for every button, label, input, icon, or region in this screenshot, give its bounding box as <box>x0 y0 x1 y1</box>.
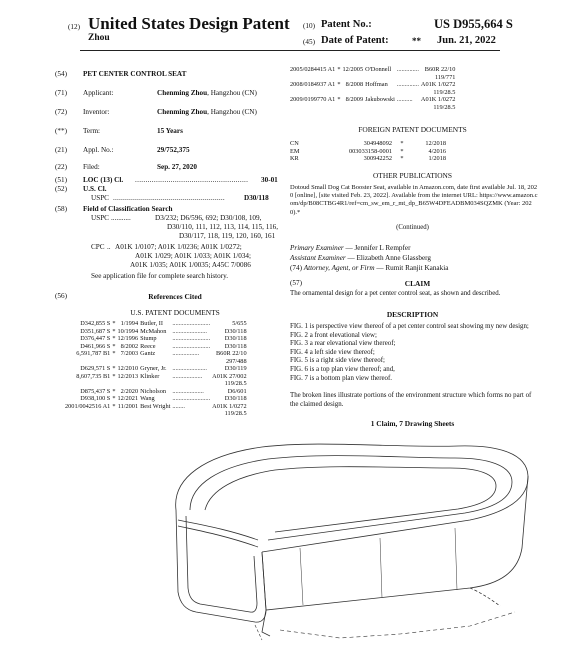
ref-name: Gryner, Jr. <box>140 365 167 372</box>
ref-number: 2009/0199770 A1 <box>290 96 336 103</box>
figure-label: FIG. 7 <box>290 374 308 382</box>
kind-code-45: (45) <box>303 38 315 46</box>
see-application-note: See application file for complete search history. <box>91 272 229 280</box>
ref-star: * <box>337 81 341 88</box>
description-title: DESCRIPTION <box>386 310 439 319</box>
ref-name: Gantz <box>140 350 156 357</box>
patent-date: Jun. 21, 2022 <box>437 35 496 46</box>
ref-name: Klinker <box>140 372 160 380</box>
ref-class-secondary: 119/28.5 <box>224 380 247 387</box>
ref-name: Stump <box>140 335 157 342</box>
ref-star: * <box>400 147 404 155</box>
ref-date: 8/2002 <box>120 342 139 350</box>
kind-code-12: (12) <box>68 23 80 31</box>
ref-class: A01K 1/0272 <box>420 96 456 103</box>
kind-code-10: (10) <box>303 22 315 30</box>
ref-dots: ........................ <box>172 342 211 350</box>
ref-name: McMahon <box>140 327 167 335</box>
figure-text: is a right side view thereof; <box>308 357 385 365</box>
ref-date: 7/2003 <box>120 350 139 357</box>
ref-date: 8/2009 <box>345 96 364 103</box>
ref-class-secondary: 297/488 <box>225 357 247 365</box>
primary-examiner: Primary Examiner — Jennifer L Rempfer <box>290 244 411 252</box>
ref-number: 8,607,735 B1 <box>76 372 111 380</box>
document-title: United States Design Patent <box>88 14 290 33</box>
patent-number: US D955,664 S <box>434 17 513 31</box>
broken-lines-note: The broken lines illustrate portions of the environment structure which forms no part of the claimed design. <box>290 392 532 408</box>
assistant-examiner: Assistant Examiner — Elizabeth Anne Glassberg <box>290 254 432 262</box>
ref-date: 12/2013 <box>117 372 139 380</box>
us-patent-documents-title: U.S. PATENT DOCUMENTS <box>130 308 220 317</box>
ref-date: 1/1994 <box>120 320 139 327</box>
references-cited-title: References Cited <box>148 292 202 301</box>
ref-star: * <box>112 342 116 350</box>
ref-name: Nicholson <box>140 387 166 395</box>
figure-label: FIG. 4 <box>290 348 308 356</box>
ref-class: A01K 1/0272 <box>420 81 456 88</box>
ref-number: 6,591,787 B1 <box>76 350 111 357</box>
foreign-number: 003033158-0001 <box>348 147 392 155</box>
figure-text: is perspective view thereof of a pet center control seat showing my new design; <box>308 323 529 330</box>
ref-dots: ................. <box>172 350 200 357</box>
ref-star: * <box>112 350 116 357</box>
ref-name: Best Wright <box>140 402 171 410</box>
ref-dots: ........ <box>172 402 185 410</box>
ref-star: * <box>112 320 116 327</box>
ref-date: 12/1996 <box>117 335 139 342</box>
ref-dots: ........................ <box>172 320 211 327</box>
ref-dots: ........................ <box>172 335 211 342</box>
figure-text: a front elevational view; <box>308 331 377 339</box>
ref-number: 2005/0284415 A1 <box>290 66 336 73</box>
ref-class-secondary: 119/28.5 <box>433 103 456 111</box>
claim-code: (57) <box>290 279 302 287</box>
ref-date: 2/2020 <box>120 387 139 395</box>
figure-text: is a top plan view thereof; and, <box>308 365 395 373</box>
ref-star: * <box>112 372 116 380</box>
ref-date: 1/2018 <box>428 155 446 162</box>
ref-date: 12/2005 <box>342 66 364 73</box>
ref-date: 12/2010 <box>117 365 139 372</box>
ref-name: Wang <box>140 395 155 402</box>
ref-dots: .................... <box>172 387 204 395</box>
ref-name: Jakubowski <box>365 96 395 103</box>
figure-text: a rear elevational view thereof; <box>308 340 396 348</box>
country-code: CN <box>290 140 299 147</box>
ref-name: Hoffman <box>365 81 388 88</box>
ref-number: D938,100 S <box>80 395 111 402</box>
ref-number: 2001/0042516 A1 <box>65 402 111 410</box>
figure-text: is a bottom plan view thereof. <box>308 374 393 382</box>
continued-note: (Continued) <box>396 224 429 231</box>
country-code: KR <box>290 155 299 162</box>
ref-class: B60R 22/10 <box>215 350 247 357</box>
ref-star: * <box>337 96 341 103</box>
ref-name: Butler, II <box>140 320 163 327</box>
ref-star: * <box>112 335 116 342</box>
ref-date: 12/2018 <box>425 140 446 147</box>
ref-name: O'Donnell <box>365 66 392 73</box>
claims-drawings-count: 1 Claim, 7 Drawing Sheets <box>370 419 455 428</box>
ref-class: D30/119 <box>224 365 247 372</box>
ref-class: A01K 27/002 <box>212 372 247 380</box>
ref-date: 10/1994 <box>117 327 139 335</box>
other-publications-text: Dotoud Small Dog Cat Booster Seat, available in Amazon.com, date first available Jul. 18, 2020 [online], [site visited Feb. 23, 2022]. Available from the internet URL: https://www.amazon.com/dp/B08CTBG4R1/ref=cm_sw_em_r_mt_dp_B65W4DFEADBM034SQZMK (Year: 2020).* <box>290 184 538 216</box>
figure-label: FIG. 1 <box>290 323 308 330</box>
ref-date: 4/2016 <box>428 147 446 155</box>
date-of-patent-label: Date of Patent: <box>321 35 389 46</box>
field-uspc-line-2: D30/110, 111, 112, 113, 114, 115, 116, <box>167 223 279 231</box>
field-cpc-line-3: A01K 1/035; A01K 1/0035; A45C 7/0086 <box>130 261 251 269</box>
ref-class-secondary: 119/771 <box>434 73 456 81</box>
ref-star: * <box>112 402 116 410</box>
ref-star: * <box>400 155 404 162</box>
ref-number: D342,855 S <box>80 320 111 327</box>
figure-label: FIG. 3 <box>290 340 308 348</box>
ref-class: D30/118 <box>224 327 247 335</box>
ref-class: 5/655 <box>232 320 247 327</box>
ref-date: 11/2001 <box>117 402 139 410</box>
ref-class: D6/601 <box>227 387 247 395</box>
ref-dots: ................... <box>172 372 203 380</box>
ref-date: 12/2021 <box>117 395 139 402</box>
ref-dots: ...................... <box>172 327 207 335</box>
ref-star: * <box>112 327 116 335</box>
ref-class: B60R 22/10 <box>424 66 456 73</box>
ref-name: Reece <box>140 342 156 350</box>
patent-front-page: (12) United States Design Patent Zhou (10) Patent No.: US D955,664 S (45) Date of Patent: ** Jun. 21, 2022 (54) PET CENTER CONTROL SEAT (71) Applicant: Chenming Zhou, Hangzhou (CN) (72) Inventor: Chenming Zhou, Hangzhou (CN) (**) Term: 15 Years (21) Appl. No.: 29/752,375 (22) Filed: Sep. 27, 2020 (51) LOC (13) Cl. ...................................................... 30-01 (52) U.S. Cl. USPC ........................................................ D30/118 (58) Field of Classification Search USPC ........... D3/232; D6/596, 692; D30/108, 109, D30/110, 111, 112, 113, 114, 115, 116, D30/117, 118, 119, 120, 160, 161 CPC .. A01K 1/0107; A01K 1/0236; A01K 1/0272; A01K 1/029; A01K 1/033; A01K 1/034; A01K 1/035; A01K 1/0035; A45C 7/0086 See application file for complete search history. (56) References Cited U.S. PATENT DOCUMENTS D342,855 S * 1/1994 Butler, II ........................ 5/655 D351,687 S * 10/1994 McMahon ...................... D30/118 D376,447 S * 12/1996 Stump ........................ D30/118 D461,966 S * 8/2002 Reece ........................ D30/118 6,591,787 B1 * 7/2003 Gantz ................. B60R 22/10 297/488 D629,571 S * 12/2010 Gryner, Jr. ...................... D30/119 8,607,735 B1 * 12/2013 Klinker ................... A01K 27/002 119/28.5 D875,437 S * 2/2020 Nicholson .................... D6/601 D938,100 S * 12/2021 Wang ........................ D30/118 2001/0042516 A1 * 11/2001 Best Wright ........ A01K 1/0272 119/28.5 2005/0284415 A1 * 12/2005 O'Donnell .............. B60R 22/10 119/771 2008/0184937 A1 * 8/2008 Hoffman .............. A01K 1/0272 119/28.5 2009/0199770 A1 * 8/2009 Jakubowski .......... A01K 1/0272 119/28.5 FOREIGN PATENT DOCUMENTS CN 304948092 * 12/2018 EM 003033158-0001 * 4/2016 KR 300942252 * 1/2018 OTHER PUBLICATIONS Dotoud Small Dog Cat Booster Seat, available in Amazon.com, date first available Jul. 18, 2020 [online], [site visited Feb. 23, 2022]. Available from the internet URL: https://www.amazon.com/dp/B08CTBG4R1/ref=cm_sw_em_r_mt_dp_B65W4DFEADBM034SQZMK (Year: 2020).* (Continued) Primary Examiner — Jennifer L Rempfer Assistant Examiner — Elizabeth Anne Glassberg (74) Attorney, Agent, or Firm — Rumit Ranjit Kanakia (57) CLAIM The ornamental design for a pet center control seat, as shown and described. DESCRIPTION FIG. 1 is perspective view thereof of a pet center control seat showing my new design; FIG. 2 a front elevational view; FIG. 3 a rear elevational view thereof; FIG. 4 a left side view thereof; FIG. 5 is a right side view thereof; FIG. 6 is a top plan view thereof; and, FIG. 7 is a bottom plan view thereof. The broken lines illustrate portions of the environment structure which forms no part of the claimed design. 1 Claim, 7 Drawing Sheets <box>0 0 570 649</box>
refs-code: (56) <box>55 292 67 300</box>
ref-number: 2008/0184937 A1 <box>290 81 336 88</box>
ref-class: D30/118 <box>224 395 247 402</box>
ref-number: D461,966 S <box>80 342 111 350</box>
figure-label: FIG. 2 <box>290 331 308 339</box>
ref-star: * <box>112 395 116 402</box>
figure-label: FIG. 5 <box>290 357 308 365</box>
ref-star: * <box>112 365 116 372</box>
ref-class: D30/118 <box>224 342 247 350</box>
ref-dots: ........................ <box>172 395 211 402</box>
inventor-surname: Zhou <box>88 33 110 43</box>
ref-star: * <box>337 66 341 73</box>
ref-class-secondary: 119/28.5 <box>433 88 456 96</box>
claim-title: CLAIM <box>404 279 431 288</box>
ref-number: D629,571 S <box>80 365 111 372</box>
patent-no-label: Patent No.: <box>321 19 372 30</box>
date-stars: ** <box>412 36 421 46</box>
ref-dots: ...................... <box>172 365 207 372</box>
ref-star: * <box>400 140 404 147</box>
ref-class-secondary: 119/28.5 <box>224 410 247 417</box>
figure-text: a left side view thereof; <box>308 348 375 356</box>
ref-dots: .......... <box>396 96 413 103</box>
ref-class: A01K 1/0272 <box>212 402 247 410</box>
ref-class: D30/118 <box>224 335 247 342</box>
ref-dots: .............. <box>396 81 419 88</box>
foreign-number: 304948092 <box>363 140 392 147</box>
figure-label: FIG. 6 <box>290 365 308 373</box>
field-uspc-line-3: D30/117, 118, 119, 120, 160, 161 <box>179 232 276 240</box>
ref-number: D875,437 S <box>80 387 111 395</box>
ref-date: 8/2008 <box>345 81 364 88</box>
foreign-number: 300942252 <box>363 155 392 162</box>
ref-star: * <box>112 387 116 395</box>
other-publications-title: OTHER PUBLICATIONS <box>372 171 453 180</box>
field-cpc-line-2: A01K 1/029; A01K 1/033; A01K 1/034; <box>135 252 252 260</box>
foreign-docs-title: FOREIGN PATENT DOCUMENTS <box>358 125 467 134</box>
country-code: EM <box>290 147 300 155</box>
ref-number: D376,447 S <box>80 335 111 342</box>
attorney-agent: (74) Attorney, Agent, or Firm — Rumit Ranjit Kanakia <box>290 264 449 272</box>
claim-text: The ornamental design for a pet center control seat, as shown and described. <box>290 290 501 297</box>
ref-number: D351,687 S <box>80 327 111 335</box>
ref-dots: .............. <box>396 66 419 73</box>
